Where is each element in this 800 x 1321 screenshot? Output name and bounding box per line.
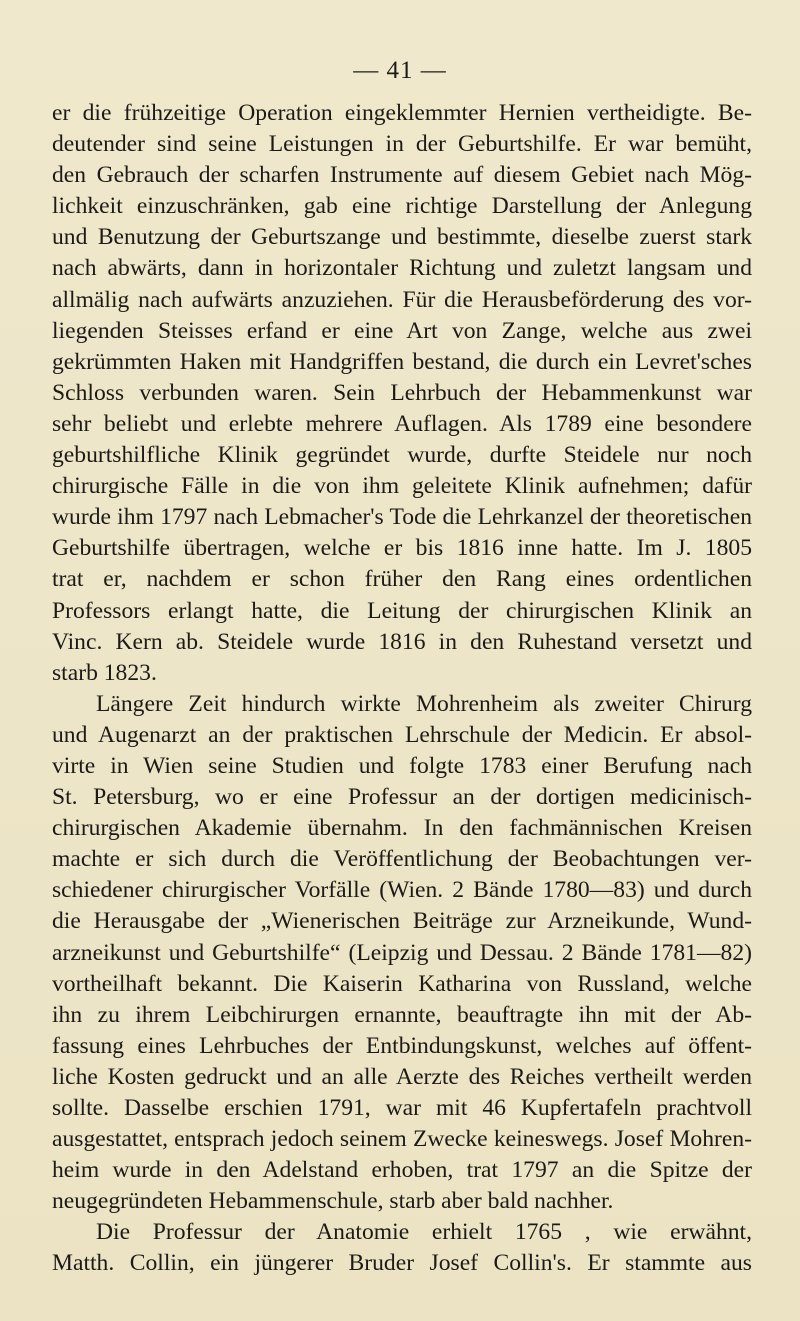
text-line: sollte. Dasselbe erschien 1791, war mit 46 Kupfertafeln prachtvoll	[52, 1095, 752, 1121]
text-line: allmälig nach aufwärts anzuziehen. Für die Herausbeförderung des vor-	[52, 286, 752, 313]
text-line: ihn zu ihrem Leibchirurgen ernannte, beauftragte ihn mit der Ab-	[52, 1001, 752, 1028]
text-line: liche Kosten gedruckt und an alle Aerzte des Reiches vertheilt werden	[52, 1063, 752, 1090]
text-line: gekrümmten Haken mit Handgriffen bestand, die durch ein Levret'sches	[52, 348, 752, 375]
text-line: wurde ihm 1797 nach Lebmacher's Tode die Lehrkanzel der theoretischen	[52, 504, 752, 531]
text-line: Die Professur der Anatomie erhielt 1765 , wie erwähnt,	[96, 1219, 752, 1246]
text-line: heim wurde in den Adelstand erhoben, trat 1797 an die Spitze der	[52, 1157, 752, 1184]
text-line: machte er sich durch die Veröffentlichung der Beobachtungen ver-	[52, 846, 752, 873]
text-line: Geburtshilfe übertragen, welche er bis 1816 inne hatte. Im J. 1805	[52, 535, 752, 562]
page-number: — 41 —	[353, 57, 447, 84]
text-line: arzneikunst und Geburtshilfe“ (Leipzig und Dessau. 2 Bände 1781—82)	[52, 939, 752, 966]
text-line: schiedener chirurgischer Vorfälle (Wien. 2 Bände 1780—83) und durch	[52, 877, 752, 904]
text-line: fassung eines Lehrbuches der Entbindungskunst, welches auf öffent-	[52, 1032, 752, 1059]
text-line: geburtshilfliche Klinik gegründet wurde, durfte Steidele nur noch	[52, 442, 752, 469]
text-line: starb 1823.	[52, 659, 157, 686]
text-line: virte in Wien seine Studien und folgte 1783 einer Berufung nach	[52, 752, 752, 779]
text-line: die Herausgabe der „Wienerischen Beiträge zur Arzneikunde, Wund-	[52, 908, 752, 935]
text-line: und Augenarzt an der praktischen Lehrschule der Medicin. Er absol-	[52, 721, 752, 748]
text-line: und Benutzung der Geburtszange und bestimmte, dieselbe zuerst stark	[52, 224, 752, 251]
text-line: Matth. Collin, ein jüngerer Bruder Josef Collin's. Er stammte aus	[52, 1250, 752, 1277]
text-line: deutender sind seine Leistungen in der Geburtshilfe. Er war bemüht,	[52, 131, 752, 158]
text-line: trat er, nachdem er schon früher den Rang eines ordentlichen	[52, 566, 752, 593]
text-line: Vinc. Kern ab. Steidele wurde 1816 in den Ruhestand versetzt und	[52, 628, 752, 655]
text-line: nach abwärts, dann in horizontaler Richtung und zuletzt langsam und	[52, 255, 752, 282]
text-line: chirurgische Fälle in die von ihm geleitete Klinik aufnehmen; dafür	[52, 473, 752, 500]
text-line: liegenden Steisses erfand er eine Art von Zange, welche aus zwei	[52, 317, 752, 344]
text-line: vortheilhaft bekannt. Die Kaiserin Katharina von Russland, welche	[52, 970, 752, 997]
text-line: sehr beliebt und erlebte mehrere Auflagen. Als 1789 eine besondere	[52, 410, 752, 437]
text-line: St. Petersburg, wo er eine Professur an der dortigen medicinisch-	[52, 784, 752, 811]
text-line: ausgestattet, entsprach jedoch seinem Zwecke keineswegs. Josef Mohren-	[52, 1126, 752, 1153]
body-text	[52, 98, 752, 1280]
text-line: lichkeit einzuschränken, gab eine richtige Darstellung der Anlegung	[52, 193, 752, 220]
text-line: Schloss verbunden waren. Sein Lehrbuch der Hebammenkunst war	[52, 379, 752, 406]
text-line: Längere Zeit hindurch wirkte Mohrenheim als zweiter Chirurg	[96, 690, 752, 717]
text-line: neugegründeten Hebammenschule, starb aber bald nachher.	[52, 1188, 614, 1215]
text-line: den Gebrauch der scharfen Instrumente auf diesem Gebiet nach Mög-	[52, 162, 752, 189]
text-line: er die frühzeitige Operation eingeklemmter Hernien vertheidigte. Be-	[52, 100, 752, 126]
text-line: Professors erlangt hatte, die Leitung der chirurgischen Klinik an	[52, 597, 752, 624]
text-line: chirurgischen Akademie übernahm. In den fachmännischen Kreisen	[52, 815, 752, 842]
